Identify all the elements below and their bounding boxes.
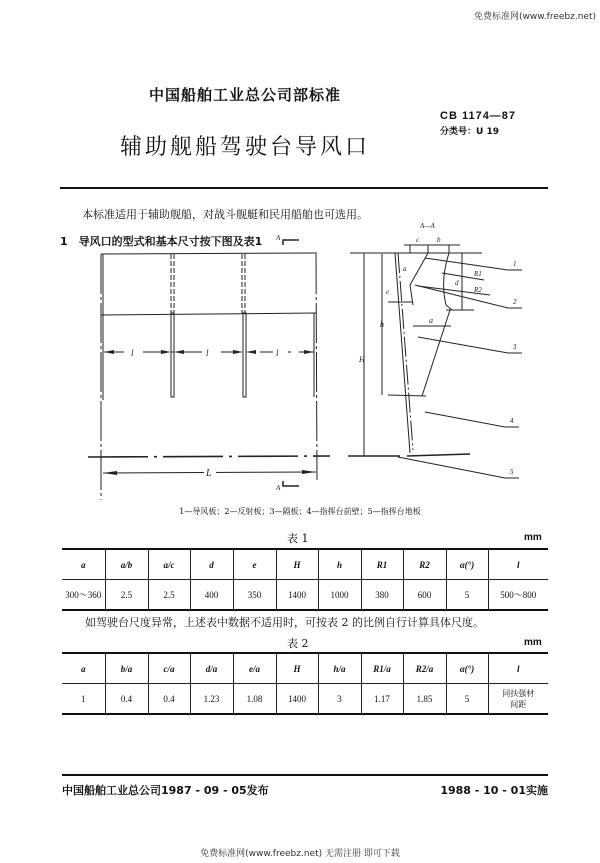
header-cell: d [190,549,233,580]
dim-l-3: l [276,348,279,358]
dim-l-1: l [131,348,134,358]
figure-caption: 1—导风板；2—反射板；3—隔板；4—指挥台前壁；5—指挥台地板 [179,507,421,516]
scope-text: 本标准适用于辅助舰船，对战斗舰艇和民用船舶也可选用。 [82,208,368,221]
header-cell: d/a [190,653,233,684]
header-cell: h [318,549,361,580]
header-cell: l [488,653,548,684]
cell: 350 [233,580,276,611]
cell: 2.5 [148,580,190,611]
front-view [88,240,330,500]
header-cell: a [62,549,105,580]
standard-code: CB 1174—87 [440,110,517,122]
header-cell: α(°) [446,653,488,684]
dim-b: b [437,236,441,244]
side-view [348,245,522,478]
footer-rule [62,774,548,776]
table-header-row [62,653,548,684]
cell: 1.08 [233,684,276,715]
cell: 400 [190,580,233,611]
dim-h: h [380,320,384,329]
cell: 1.85 [403,684,446,715]
dim-H: H [359,355,365,364]
cell: 5 [446,684,488,715]
document-title: 辅助舰船驾驶台导风口 [119,135,370,160]
table-header-row [62,549,548,580]
table-row [62,684,548,715]
header-cell: c/a [148,653,190,684]
dim-L: L [206,468,212,479]
header-cell: H [276,549,318,580]
header-cell: R2 [403,549,446,580]
section-mark-top: A [276,234,281,242]
dim-R1: R1 [474,270,482,278]
cell: 1000 [318,580,361,611]
section-label: A—A [420,222,435,230]
callout-2: 2 [513,298,517,306]
cell: 3 [318,684,361,715]
dim-c: c [416,236,420,244]
cell: 500～800 [488,580,548,611]
cell: 0.4 [105,684,148,715]
dim-d: d [455,279,459,287]
header-cell: R1 [361,549,403,580]
cell: 1 [81,693,86,704]
header-cell: α(°) [446,549,488,580]
header-cell: H [276,653,318,684]
header-cell: e [233,549,276,580]
issued-date: 中国船舶工业总公司1987 - 09 - 05发布 [62,784,269,797]
callout-5: 5 [510,468,514,476]
table2-caption: 表 2 [287,637,309,650]
cell: 300～360 [65,590,102,600]
cell: 1400 [276,684,318,715]
header-cell: R1/a [361,653,403,684]
table-2 [62,652,548,715]
cell: 1400 [276,580,318,611]
dim-alpha: a [403,265,407,273]
cell: 1.17 [361,684,403,715]
dim-a: a [429,316,433,325]
header-cell: R2/a [403,653,446,684]
header-cell: a/b [105,549,148,580]
dim-l-2: l [206,348,209,358]
cell: 2.5 [105,580,148,611]
header-cell: a/c [148,549,190,580]
dim-e: e [386,288,390,296]
table-row [62,580,548,611]
dim-R2: R2 [474,286,482,294]
section-1-heading: 1 导风口的型式和基本尺寸按下图及表1 [60,235,263,248]
header-cell: h/a [318,653,361,684]
table2-unit: mm [524,637,542,648]
table-1 [62,548,548,611]
callout-4: 4 [510,417,514,425]
cell: 0.4 [148,684,190,715]
table1-caption: 表 1 [287,532,309,545]
header-cell: l [488,549,548,580]
cell: 600 [403,580,446,611]
effective-date: 1988 - 10 - 01实施 [440,784,548,797]
table1-unit: mm [524,532,542,543]
note-text: 如驾驶台尺度异常，上述表中数据不适用时，可按表 2 的比例自行计算具体尺度。 [85,616,484,629]
cell: 同扶强材间距 [488,684,548,715]
cell: 380 [361,580,403,611]
header-cell: e/a [233,653,276,684]
callout-3: 3 [513,343,517,351]
watermark-top: 免费标准网(www.freebz.net) [474,12,596,22]
cell: 1.23 [190,684,233,715]
section-mark-bottom: A [276,484,281,492]
cell: 5 [446,580,488,611]
organization: 中国船舶工业总公司部标准 [148,86,341,104]
callout-1: 1 [513,260,517,268]
header-cell: a [62,653,105,684]
classification: 分类号：U 19 [440,127,499,137]
header-cell: b/a [105,653,148,684]
watermark-bottom: 免费标准网(www.freebz.net) 无需注册 即可下载 [200,849,400,859]
